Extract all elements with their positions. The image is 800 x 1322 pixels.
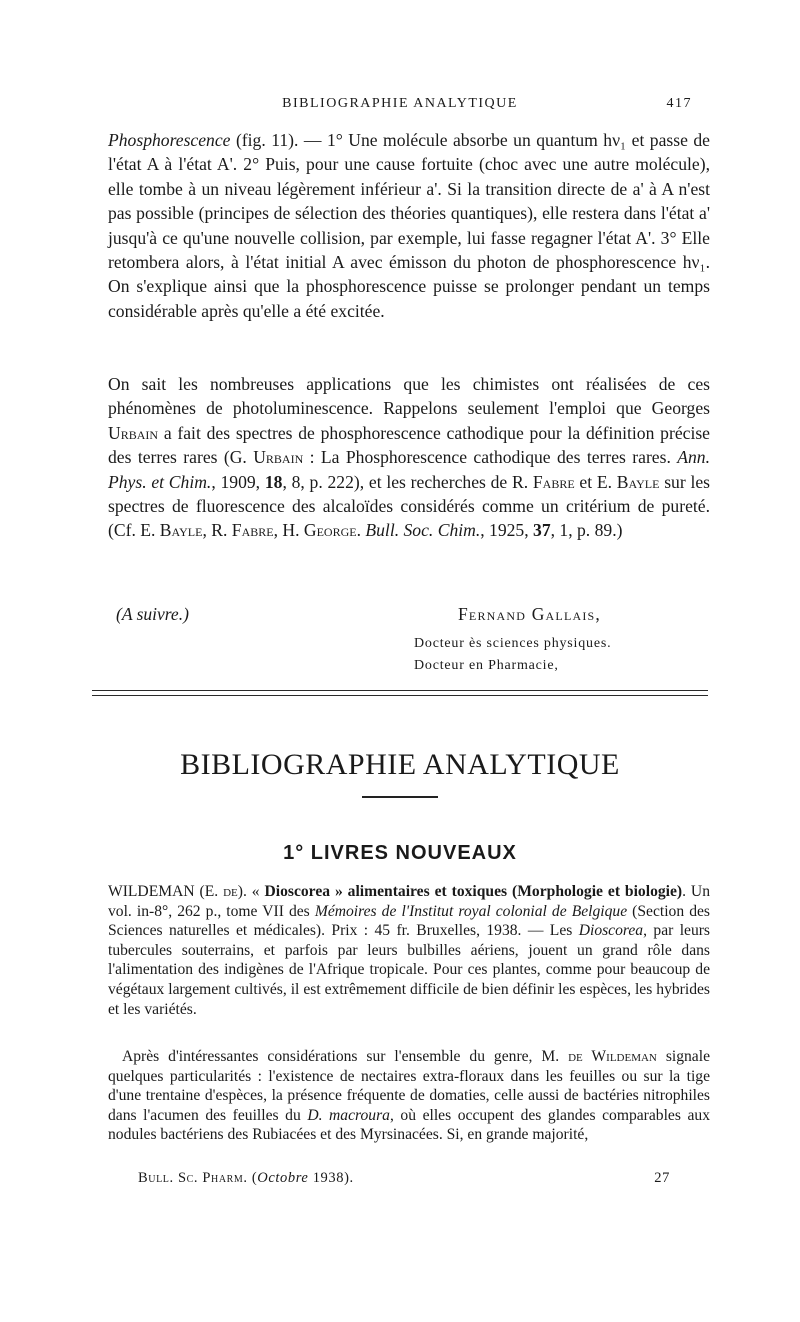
signature-title-1: Docteur ès sciences physiques. [414, 636, 612, 651]
section-divider-top [92, 690, 708, 691]
text-run: (Section des Sciences naturelles et médicales). Prix : 45 fr. Bruxelles, 1938. — Les [108, 902, 710, 940]
term-phosphorescence: Phosphorescence [108, 130, 231, 150]
signature-author: Fernand Gallais, [458, 604, 601, 624]
paragraph-applications [108, 372, 710, 543]
text-run: , R. [202, 520, 232, 541]
volume-number: 18 [264, 471, 283, 492]
text-run: . [356, 520, 366, 541]
entry-author-particle: de [223, 883, 238, 900]
section-divider-bottom [92, 695, 708, 696]
footer-month: Octobre [257, 1170, 309, 1186]
text-run: Après d'intéressantes considérations sur l'ensemble du genre, M. [122, 1048, 569, 1065]
author-name: Fabre [231, 520, 274, 541]
text-run: ). « [237, 883, 265, 900]
sheet-number: 27 [654, 1170, 670, 1186]
entry-book-title: Dioscorea » alimentaires et toxiques (Morphologie et biologie) [264, 883, 683, 900]
text-run: a fait des spectres de phosphorescence cathodique pour la définition précise des terres rares (G. [108, 422, 710, 468]
text-run: 1938). [308, 1170, 354, 1186]
author-name: Bayle [616, 471, 660, 492]
text-run: On sait les nombreuses applications que les chimistes ont réalisées de ces phénomènes de photoluminescence. Rappelons seulement l'emploi que Georges [108, 374, 710, 419]
volume-number: 37 [533, 520, 551, 541]
author-name: de Wildeman [568, 1048, 657, 1065]
title-underline [362, 796, 438, 798]
text-run: , 1909, [211, 471, 265, 492]
author-name: Urbain [253, 447, 304, 468]
author-name: Bayle [159, 520, 203, 541]
paragraph-phosphorescence [108, 128, 710, 323]
text-run: , par leurs tubercules souterrains, et parfois par leurs bulbilles aériens, jouent un grand rôle dans l'alimentation des indigènes de l'Afrique tropicale. Pour ces plantes, comme pour beaucoup de végétaux largement cultivés, il est extrêmement difficile de bien définir les espèces, les hybrides et les variétés. [108, 922, 711, 1018]
entry-author: WILDEMAN (E. [108, 883, 224, 900]
journal-name: Ann. Phys. et Chim. [108, 447, 710, 492]
author-name: George [303, 520, 357, 541]
text-run: ( [247, 1170, 258, 1186]
genus-name: Dioscorea [578, 922, 644, 940]
footer-journal [138, 1170, 354, 1187]
text-run: , H. [273, 520, 304, 541]
text-run: , où elles occupent des glandes comparables aux nodules bactériens des Rubiacées et des Myrsinacées. Si, en grande majorité, [108, 1106, 710, 1144]
journal-name: Bull. Soc. Chim. [365, 520, 481, 541]
signature-title-2: Docteur en Pharmacie, [414, 658, 559, 673]
text-run: sur les spectres de fluorescence des alcaloïdes considérés comme un critérium de pureté. (Cf. E. [108, 471, 710, 541]
footer-journal-name: Bull. Sc. Pharm. [138, 1170, 248, 1186]
text-run: , 1, p. 89.) [550, 520, 623, 541]
bibliography-entry [108, 882, 710, 1019]
text-run: signale quelques particularités : l'existence de nectaires extra-floraux dans les feuilles ou sur la tige d'une trentaine d'espèces, la présence fréquente de domaties, celle aussi de bactéries nitrophiles dans l'acumen des feuilles du [108, 1048, 710, 1124]
entry-series: Mémoires de l'Institut royal colonial de Belgique [314, 902, 628, 920]
author-name: Fabre [532, 471, 575, 492]
text-run: : La Phosphorescence cathodique des terres rares. [303, 447, 678, 468]
text-run: , 8, p. 222), et les recherches de R. [282, 471, 533, 492]
section-title: BIBLIOGRAPHIE ANALYTIQUE [180, 748, 620, 781]
author-name: Urbain [108, 422, 159, 443]
subsection-heading: 1° LIVRES NOUVEAUX [283, 842, 517, 864]
text-run: . Un vol. in-8°, 262 p., tome VII des [108, 883, 710, 920]
to-be-continued-note: (A suivre.) [116, 604, 189, 624]
text-run: et E. [574, 471, 617, 492]
running-header-title: BIBLIOGRAPHIE ANALYTIQUE [282, 96, 518, 111]
text-run: , 1925, [480, 520, 534, 541]
paragraph-text: (fig. 11). — 1° Une molécule absorbe un quantum hν₁ et passe de l'état A à l'état A'. 2° Puis, pour une cause fortuite (choc avec une autre molécule), elle tombe à un niveau légèrement inférieur a'. Si la transition directe de a' à A n'est pas possible (principes de sélection des théories quantiques), elle restera dans l'état a' jusqu'à ce qu'une nouvelle collision, par exemple, lui fasse regagner l'état A'. 3° Elle retombera alors, à l'état initial A avec émisson du photon de phosphorescence hν₁. On s'explique ainsi que la phosphorescence puisse se prolonger pendant un temps considérable après qu'elle a été excitée. [108, 130, 710, 321]
species-name: D. macroura [307, 1106, 390, 1124]
page-number: 417 [666, 96, 692, 111]
bibliography-entry-continued [108, 1047, 710, 1145]
running-header [108, 96, 692, 120]
